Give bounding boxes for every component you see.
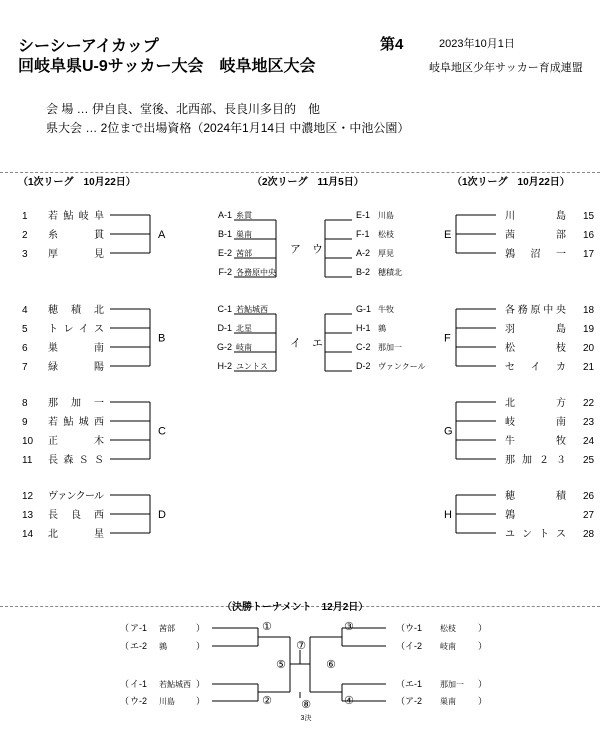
team-name: ユントス	[505, 529, 566, 540]
group-letter: G	[444, 425, 453, 438]
team-number: 27	[583, 510, 595, 521]
team-number: 26	[583, 491, 595, 502]
title-line-2: 回岐阜県U-9サッカー大会 岐阜地区大会	[18, 58, 316, 75]
paren: （	[120, 641, 130, 651]
group-letter: F	[444, 332, 451, 345]
team-number: 13	[22, 510, 34, 521]
seed-team: 牛牧	[378, 305, 394, 314]
paren: ）	[196, 641, 206, 651]
paren: ）	[478, 641, 488, 651]
team-name: 厚見	[48, 249, 104, 260]
team-number: 15	[583, 211, 595, 222]
seed-team: 川島	[378, 211, 394, 220]
match-number: ⑦	[296, 640, 306, 652]
team-number: 22	[583, 398, 595, 409]
group-letter: E	[444, 229, 452, 241]
seed-team: 鶉	[378, 324, 386, 333]
final-team: 巣南	[440, 697, 456, 706]
seed-label: A-2	[356, 248, 371, 258]
paren: （	[396, 623, 406, 633]
final-seed: ウ-1	[405, 623, 423, 633]
team-number: 24	[583, 436, 595, 447]
paren: （	[396, 696, 406, 706]
seed-label: A-1	[217, 210, 232, 220]
team-name: 茜部	[505, 230, 566, 241]
final-seed: ウ-2	[130, 696, 148, 706]
seed-team: 厚見	[378, 249, 394, 258]
third-place-label: 3決	[300, 715, 312, 722]
team-number: 7	[22, 362, 28, 373]
team-name: 北星	[48, 529, 104, 540]
match-number: ①	[262, 621, 272, 633]
seed-team: 糸貫	[236, 211, 252, 220]
seed-team: 松枝	[378, 230, 394, 239]
final-team: 若鮎城西	[159, 680, 191, 689]
team-name: 各務原中央	[505, 305, 566, 316]
team-number: 11	[22, 455, 33, 466]
team-number: 19	[583, 324, 595, 335]
final-team: 松枝	[440, 624, 456, 633]
team-name: トレイス	[48, 324, 104, 335]
qualification-info: 県大会 … 2位まで出場資格（2024年1月14日 中濃地区・中池公園）	[46, 121, 410, 135]
team-name: 北方	[505, 398, 566, 409]
team-name: 穂積	[505, 491, 566, 502]
team-number: 14	[22, 529, 34, 540]
team-name: 正木	[48, 436, 104, 447]
seed-team: 北星	[236, 324, 252, 333]
team-number: 21	[583, 362, 595, 373]
final-label: （決勝トーナメント 12月2日）	[222, 602, 369, 613]
match-number: ②	[262, 695, 272, 707]
seed-label: H-1	[356, 323, 371, 333]
team-name: 松枝	[505, 343, 566, 354]
organizer: 岐阜地区少年サッカー育成連盟	[429, 62, 583, 74]
final-team: 岐南	[440, 642, 456, 651]
seed-label: D-2	[356, 361, 371, 371]
seed-label: C-1	[217, 304, 232, 314]
paren: （	[396, 641, 406, 651]
team-number: 28	[583, 529, 595, 540]
team-name: 羽島	[505, 324, 566, 335]
team-name: ヴァンクール	[48, 491, 104, 502]
team-number: 17	[583, 249, 595, 260]
team-name: 長良西	[48, 510, 104, 521]
team-name: 穂積北	[48, 305, 104, 316]
seed-label: G-1	[356, 304, 372, 314]
team-name: 鶉沼一	[505, 249, 566, 260]
paren: （	[396, 679, 406, 689]
title-line-1: シーシーアイカップ	[18, 38, 159, 55]
league-letter: ア	[290, 243, 301, 256]
final-seed: ア-2	[405, 696, 423, 706]
league-label-center: （2次リーグ 11月5日）	[252, 177, 364, 188]
team-name: セイカ	[505, 362, 566, 373]
paren: ）	[196, 623, 206, 633]
team-name: 那加一	[48, 398, 104, 409]
seed-team: ヴァンクール	[378, 362, 426, 371]
match-number: ⑥	[326, 659, 336, 671]
final-team: 那加一	[440, 680, 464, 689]
league-letter: イ	[290, 337, 301, 350]
team-number: 9	[22, 417, 28, 428]
seed-team: 若鮎城西	[236, 305, 268, 314]
group-letter: D	[158, 509, 166, 521]
seed-team: 茜部	[236, 249, 252, 258]
match-number: ⑧	[301, 699, 311, 711]
team-name: 那加２３	[505, 455, 566, 466]
team-number: 20	[583, 343, 595, 354]
paren: ）	[196, 679, 206, 689]
seed-label: B-1	[217, 229, 232, 239]
team-name: 鶉	[505, 510, 515, 521]
match-number: ③	[344, 621, 354, 633]
final-seed: イ-2	[405, 641, 423, 651]
seed-label: G-2	[216, 342, 232, 352]
team-name: 岐南	[505, 417, 566, 428]
venue-info: 会 場 … 伊自良、堂後、北西部、長良川多目的 他	[46, 102, 321, 116]
team-name: 巣南	[48, 343, 104, 354]
seed-team: 巣南	[236, 230, 252, 239]
team-name: 緑陽	[48, 362, 104, 373]
final-seed: イ-1	[130, 679, 148, 689]
final-seed: エ-2	[130, 641, 148, 651]
seed-team: 岐南	[236, 343, 252, 352]
paren: （	[120, 623, 130, 633]
team-number: 6	[22, 343, 28, 354]
publish-date: 2023年10月1日	[439, 38, 515, 50]
seed-team: 那加一	[378, 343, 402, 352]
team-number: 16	[583, 230, 595, 241]
league-label-left: （1次リーグ 10月22日）	[18, 177, 136, 188]
team-number: 18	[583, 305, 595, 316]
match-number: ⑤	[276, 659, 286, 671]
paren: ）	[196, 696, 206, 706]
team-number: 2	[22, 230, 28, 241]
team-name: 若鮎岐阜	[48, 211, 104, 222]
team-number: 10	[22, 436, 34, 447]
team-number: 3	[22, 249, 28, 260]
final-team: 川島	[159, 697, 175, 706]
team-name: 牛牧	[505, 436, 566, 447]
team-number: 4	[22, 305, 28, 316]
match-number: ④	[344, 695, 354, 707]
paren: ）	[478, 623, 488, 633]
paren: ）	[478, 679, 488, 689]
paren: （	[120, 696, 130, 706]
seed-team: ユントス	[236, 362, 268, 371]
team-name: 糸貫	[48, 230, 104, 241]
seed-label: C-2	[356, 342, 371, 352]
final-seed: ア-1	[130, 623, 148, 633]
league-label-right: （1次リーグ 10月22日）	[452, 177, 570, 188]
team-name: 川島	[505, 211, 566, 222]
team-number: 8	[22, 398, 28, 409]
final-team: 鶉	[159, 642, 167, 651]
final-seed: エ-1	[405, 679, 423, 689]
group-letter: C	[158, 425, 166, 438]
seed-team: 各務原中央	[236, 268, 276, 277]
seed-label: E-2	[217, 248, 232, 258]
seed-label: D-1	[217, 323, 232, 333]
team-number: 5	[22, 324, 28, 335]
edition-number: 第4	[380, 36, 404, 53]
paren: （	[120, 679, 130, 689]
team-number: 23	[583, 417, 595, 428]
seed-label: H-2	[217, 361, 232, 371]
seed-team: 穂積北	[378, 268, 402, 277]
seed-label: B-2	[356, 267, 371, 277]
league-letter: エ	[312, 337, 323, 350]
league-letter: ウ	[312, 243, 323, 256]
team-name: 長森ＳＳ	[48, 455, 104, 466]
team-number: 25	[583, 455, 595, 466]
group-letter: B	[158, 332, 166, 345]
group-letter: A	[158, 229, 166, 241]
seed-label: F-1	[356, 229, 370, 239]
paren: ）	[478, 696, 488, 706]
seed-label: F-2	[218, 267, 232, 277]
group-letter: H	[444, 509, 452, 521]
final-team: 茜部	[159, 624, 175, 633]
team-number: 12	[22, 491, 34, 502]
team-number: 1	[22, 211, 28, 222]
team-name: 若鮎城西	[48, 417, 104, 428]
seed-label: E-1	[356, 210, 371, 220]
